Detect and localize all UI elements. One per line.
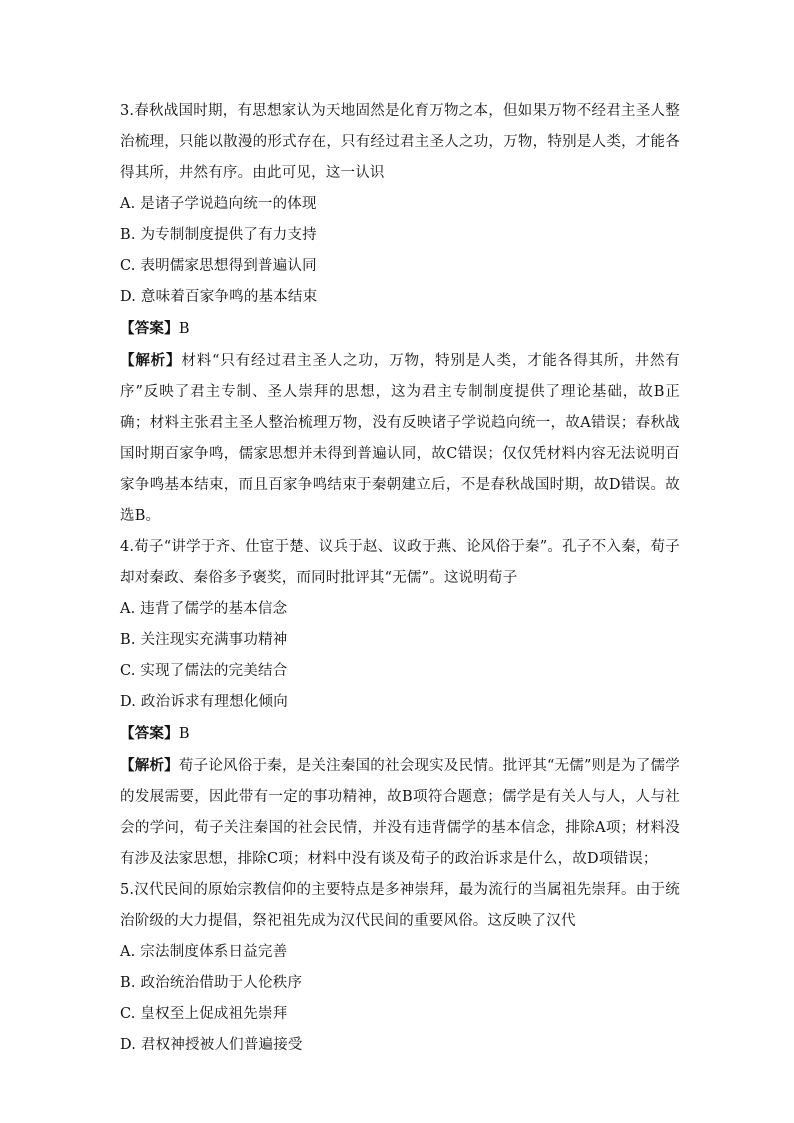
question-3-answer [120, 313, 680, 345]
question-4-stem: 4.荀子“讲学于齐、仕宦于楚、议兵于赵、议政于燕、论风俗于秦”。孔子不入秦，荀子却对秦政、秦俗多予褒奖，而同时批评其“无儒”。这说明荀子 [120, 539, 680, 586]
question-4-answer [120, 718, 680, 750]
answer-value: B [178, 321, 190, 337]
answer-label: 【答案】 [120, 320, 179, 337]
answer-label: 【答案】 [120, 725, 179, 742]
question-4-option-d: D. 政治诉求有理想化倾向 [120, 694, 288, 710]
analysis-label: 【解析】 [120, 757, 179, 774]
question-4-option-c: C. 实现了儒法的完美结合 [120, 663, 288, 679]
question-5-option-b: B. 政治统治借助于人伦秩序 [120, 975, 303, 991]
question-3-analysis [120, 345, 680, 532]
exam-page [120, 96, 680, 1061]
analysis-text: 荀子论风俗于秦，是关注秦国的社会现实及民情。批评其“无儒”则是为了儒学的发展需要，因此带有一定的事功精神，故B项符合题意；儒学是有关人与人，人与社会的学问，荀子关注秦国的社会民情，并没有违背儒学的基本信念，排除A项；材料没有涉及法家思想，排除C项；材料中没有谈及荀子的政治诉求是什么，故D项错误； [120, 758, 680, 867]
question-4-analysis [120, 750, 680, 875]
answer-value: B [178, 726, 190, 742]
question-4-option-b: B. 关注现实充满事功精神 [120, 632, 288, 648]
question-5-stem: 5.汉代民间的原始宗教信仰的主要特点是多神崇拜，最为流行的当属祖先崇拜。由于统治阶级的大力提倡，祭祀祖先成为汉代民间的重要风俗。这反映了汉代 [120, 882, 680, 929]
question-4-option-a: A. 违背了儒学的基本信念 [120, 601, 288, 617]
question-3-option-b: B. 为专制制度提供了有力支持 [120, 227, 317, 243]
question-3-option-a: A. 是诸子学说趋向统一的体现 [120, 196, 317, 212]
question-5-option-d: D. 君权神授被人们普遍接受 [120, 1037, 303, 1053]
question-5-option-c: C. 皇权至上促成祖先崇拜 [120, 1006, 288, 1022]
question-3-option-c: C. 表明儒家思想得到普遍认同 [120, 258, 317, 274]
question-3-option-d: D. 意味着百家争鸣的基本结束 [120, 289, 318, 305]
analysis-label: 【解析】 [120, 352, 182, 369]
question-5-option-a: A. 宗法制度体系日益完善 [120, 944, 288, 960]
analysis-text: 材料“只有经过君主圣人之功，万物，特别是人类，才能各得其所，井然有序”反映了君主专制、圣人崇拜的思想，这为君主专制制度提供了理论基础，故B正确；材料主张君主圣人整治梳理万物，没有反映诸子学说趋向统一，故A错误；春秋战国时期百家争鸣，儒家思想并未得到普遍认同，故C错误；仅仅凭材料内容无法说明百家争鸣基本结束，而且百家争鸣结束于秦朝建立后，不是春秋战国时期，故D错误。故选B。 [120, 353, 680, 524]
question-3-stem: 3.春秋战国时期，有思想家认为天地固然是化育万物之本，但如果万物不经君主圣人整治梳理，只能以散漫的形式存在，只有经过君主圣人之功，万物，特别是人类，才能各得其所，井然有序。由此可见，这一认识 [120, 103, 680, 181]
